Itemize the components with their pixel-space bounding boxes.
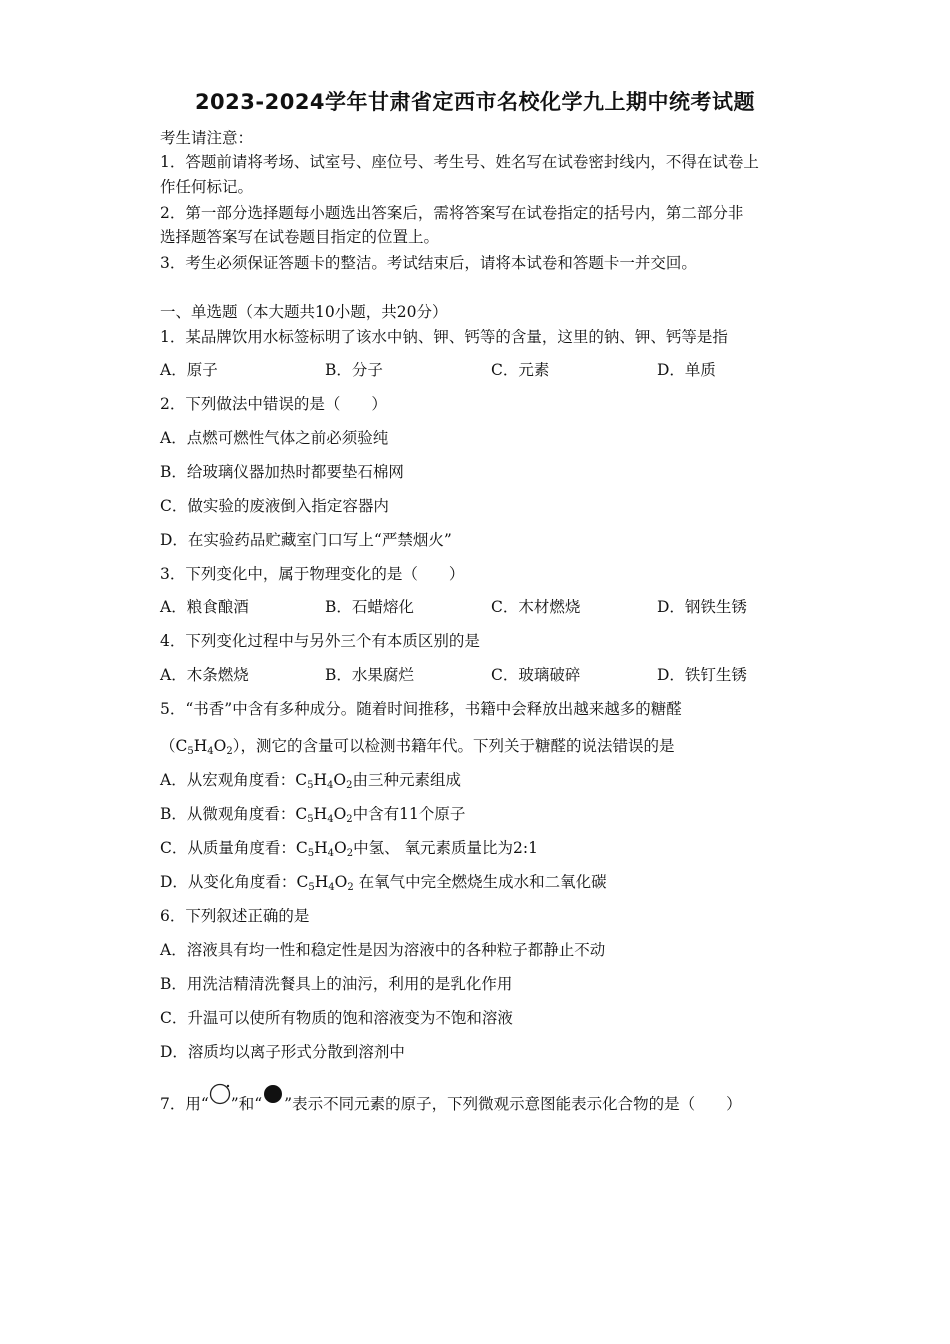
question-6-option-b: B．用洗洁精清洗餐具上的油污，利用的是乳化作用 (160, 975, 513, 993)
option-suffix: 在氧气中完全燃烧生成水和二氧化碳 (353, 873, 607, 891)
stem2-close: ），测它的含量可以检测书籍年代。下列关于糖醛的说法错误的是 (232, 737, 675, 755)
question-6-stem: 6．下列叙述正确的是 (160, 907, 310, 925)
element-symbol: H (193, 737, 208, 755)
question-1-options (160, 360, 840, 380)
notice-heading: 考生请注意： (160, 129, 254, 147)
element-symbol: C (295, 839, 308, 857)
notice-line-3: 2．第一部分选择题每小题选出答案后，需将答案写在试卷指定的括号内，第二部分非 (160, 204, 744, 222)
element-symbol: O (333, 805, 347, 823)
element-symbol: H (313, 771, 327, 789)
subscript: 2 (347, 882, 354, 893)
subscript: 5 (307, 814, 314, 825)
question-1-stem: 1．某品牌饮用水标签标明了该水中钠、钾、钙等的含量，这里的钠、钾、钙等是指 (160, 328, 728, 346)
question-5-option-d (160, 872, 607, 892)
question-2-option-b: B．给玻璃仪器加热时都要垫石棉网 (160, 463, 404, 481)
q7-text-1: 7．用“ (160, 1095, 209, 1113)
option-c: C．木材燃烧 (491, 598, 581, 616)
subscript: 2 (346, 814, 353, 825)
page-title: 2023-2024学年甘肃省定西市名校化学九上期中统考试题 (194, 90, 756, 114)
option-a: A．原子 (160, 361, 218, 379)
subscript: 4 (326, 780, 334, 791)
option-c: C．玻璃破碎 (491, 666, 581, 684)
element-symbol: H (313, 805, 328, 823)
option-c: C．元素 (491, 361, 550, 379)
option-prefix: A．从宏观角度看： (160, 771, 296, 789)
question-7-stem (160, 1089, 742, 1114)
notice-line-2: 作任何标记。 (160, 178, 254, 196)
formula (296, 839, 353, 857)
question-5-stem-line-2 (160, 736, 675, 756)
q7-text-3: ”表示不同元素的原子，下列微观示意图能表示化合物的是（ ） (284, 1095, 742, 1113)
element-symbol: H (314, 873, 329, 891)
subscript: 5 (307, 848, 315, 859)
element-symbol: O (334, 873, 348, 891)
option-suffix: 中含有11个原子 (352, 805, 466, 823)
option-d: D．钢铁生锈 (657, 598, 747, 616)
subscript: 2 (346, 848, 354, 859)
element-symbol: C (295, 771, 308, 789)
q7-text-2: ”和“ (230, 1095, 263, 1113)
white-atom-icon (209, 1083, 231, 1105)
option-b: B．水果腐烂 (325, 666, 414, 684)
question-4-stem: 4．下列变化过程中与另外三个有本质区别的是 (160, 632, 480, 650)
question-5-option-c (160, 838, 538, 858)
formula (296, 873, 353, 891)
question-2-option-a: A．点燃可燃性气体之前必须验纯 (160, 429, 389, 447)
subscript: 4 (327, 814, 334, 825)
element-symbol: C (296, 873, 309, 891)
option-a: A．粮食酿酒 (160, 598, 249, 616)
subscript: 5 (187, 746, 194, 757)
subscript: 2 (226, 746, 233, 757)
option-prefix: B．从微观角度看： (160, 805, 296, 823)
subscript: 4 (327, 848, 335, 859)
subscript: 2 (346, 780, 353, 791)
option-prefix: D．从变化角度看： (160, 873, 297, 891)
option-b: B．石蜡熔化 (325, 598, 414, 616)
option-b: B．分子 (325, 361, 383, 379)
subscript: 4 (328, 882, 335, 893)
formula (295, 805, 352, 823)
question-5-option-b (160, 804, 465, 824)
question-2-stem: 2．下列做法中错误的是（ ） (160, 395, 387, 413)
subscript: 5 (308, 882, 315, 893)
question-3-options (160, 597, 840, 617)
notice-line-5: 3．考生必须保证答题卡的整洁。考试结束后，请将本试卷和答题卡一并交回。 (160, 254, 697, 272)
question-2-option-c: C．做实验的废液倒入指定容器内 (160, 497, 389, 515)
question-6-option-c: C．升温可以使所有物质的饱和溶液变为不饱和溶液 (160, 1009, 513, 1027)
subscript: 5 (307, 780, 314, 791)
element-symbol: C (295, 805, 308, 823)
subscript: 4 (207, 746, 214, 757)
section-heading: 一、单选题（本大题共10小题，共20分） (160, 303, 448, 321)
option-d: D．单质 (657, 361, 716, 379)
stem2-open: （C (160, 737, 188, 755)
option-suffix: 由三种元素组成 (352, 771, 461, 789)
notice-line-4: 选择题答案写在试卷题目指定的位置上。 (160, 228, 440, 246)
question-6-option-a: A．溶液具有均一性和稳定性是因为溶液中的各种粒子都静止不动 (160, 941, 606, 959)
element-symbol: O (213, 737, 227, 755)
option-prefix: C．从质量角度看： (160, 839, 296, 857)
question-4-options (160, 665, 840, 685)
question-5-option-a (160, 770, 461, 790)
question-5-stem: 5．“书香”中含有多种成分。随着时间推移，书籍中会释放出越来越多的糖醛 (160, 700, 682, 718)
element-symbol: H (314, 839, 328, 857)
question-6-option-d: D．溶质均以离子形式分散到溶剂中 (160, 1043, 405, 1061)
formula (295, 771, 352, 789)
option-a: A．木条燃烧 (160, 666, 249, 684)
option-d: D．铁钉生锈 (657, 666, 747, 684)
question-2-option-d: D．在实验药品贮藏室门口写上“严禁烟火” (160, 531, 452, 549)
element-symbol: O (334, 839, 347, 857)
element-symbol: O (333, 771, 347, 789)
black-atom-icon (262, 1083, 284, 1105)
question-3-stem: 3．下列变化中，属于物理变化的是（ ） (160, 565, 465, 583)
notice-line-1: 1．答题前请将考场、试室号、座位号、考生号、姓名写在试卷密封线内，不得在试卷上 (160, 153, 759, 171)
option-suffix: 中氢、 氧元素质量比为2:1 (353, 839, 538, 857)
